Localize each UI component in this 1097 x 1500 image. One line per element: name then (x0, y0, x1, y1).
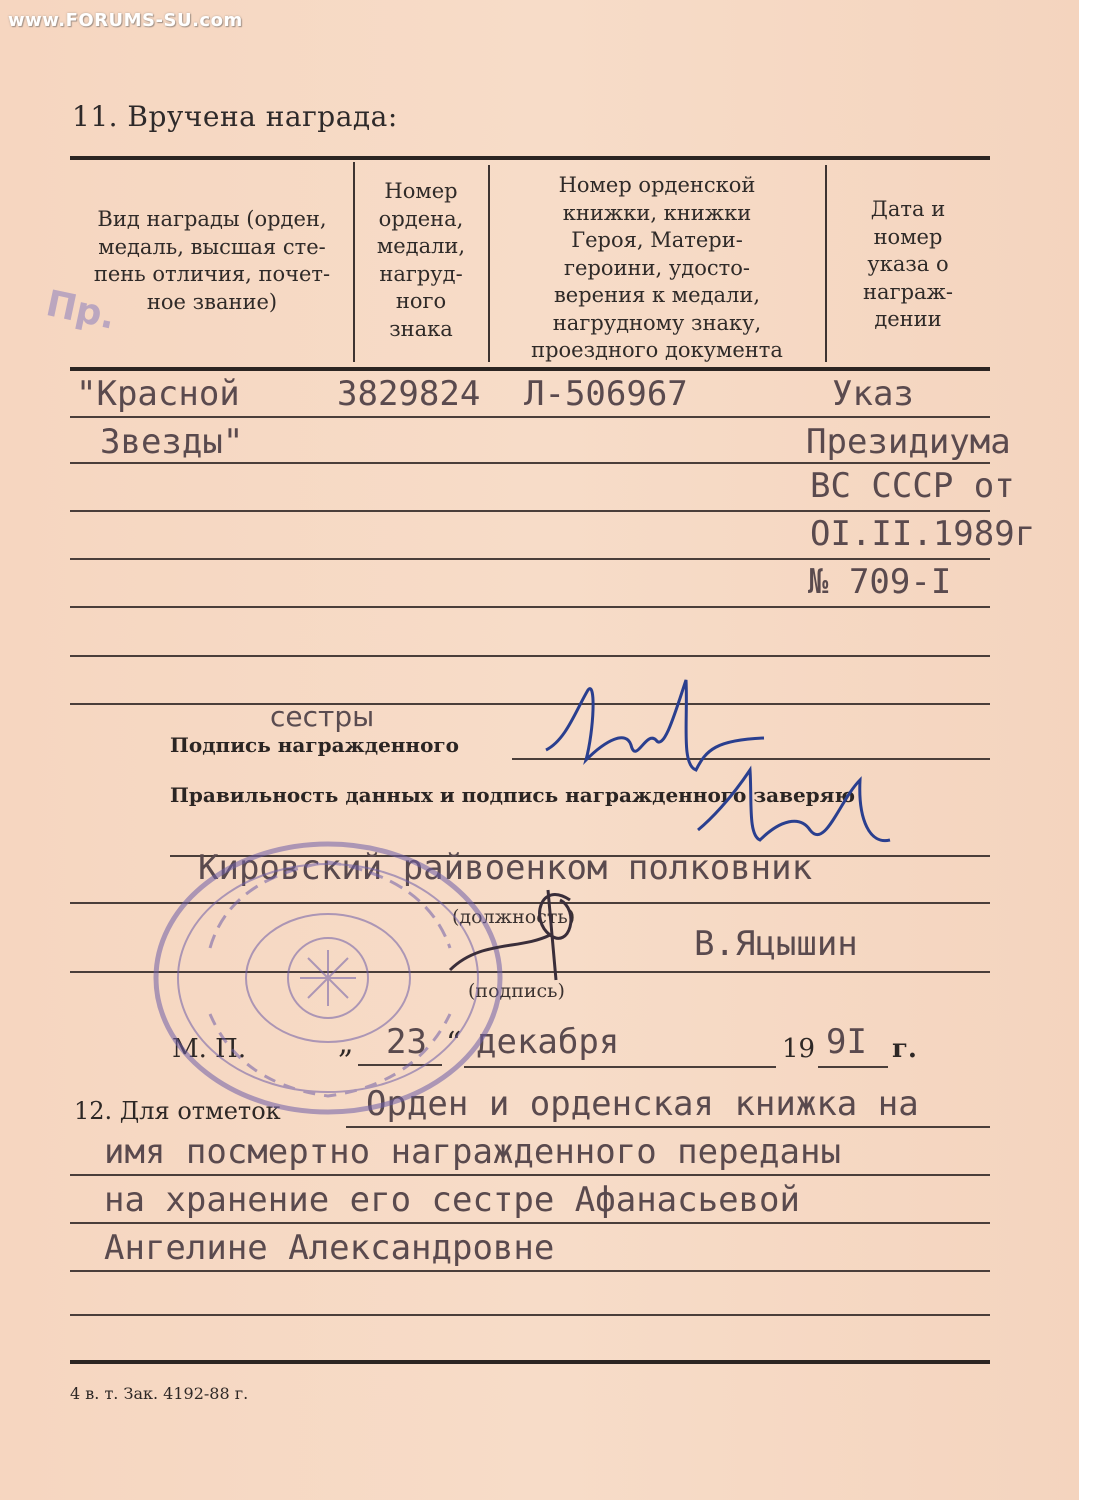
award-book-number: Л-506967 (524, 374, 688, 414)
table-top-rule (70, 156, 990, 160)
certify-text: Правильность данных и подпись награжденного заверяю (170, 783, 855, 807)
header-decree: Дата и номер указа о награж- дении (863, 197, 953, 331)
header-award-number: Номер ордена, медали, нагруд- ного знака (376, 179, 466, 341)
date-close-quote: “ (446, 1026, 462, 1061)
ruled-line (70, 655, 990, 657)
month-underline (464, 1066, 776, 1068)
ruled-line (70, 1270, 990, 1272)
mp-label: М. П. (172, 1034, 247, 1064)
award-order-number: 3829824 (337, 374, 481, 414)
decree-line-1: Указ (832, 374, 914, 414)
ruled-line (70, 703, 990, 705)
certifier-signature-scribble (690, 760, 900, 870)
recipient-signature-label: Подпись награжденного (170, 733, 460, 757)
note-line-2: имя посмертно награжденного переданы (104, 1132, 841, 1172)
ruled-line (70, 558, 990, 560)
award-name-line-2: Звезды" (100, 422, 244, 462)
decree-line-5: № 709-I (808, 562, 952, 602)
section-12-label: 12. Для отметок (74, 1097, 281, 1125)
signer-name: В.Яцышин (694, 924, 858, 964)
ruled-line (70, 510, 990, 512)
note-line-4: Ангелине Александровне (104, 1228, 555, 1268)
ruled-line (70, 606, 990, 608)
date-month: декабря (476, 1022, 620, 1062)
decree-line-3: ВС СССР от (810, 466, 1015, 506)
commissar-signature-scribble (430, 880, 610, 990)
note-line-3: на хранение его сестре Афанасьевой (104, 1180, 800, 1220)
stamp-fragment: Пр. (42, 283, 120, 338)
decree-line-4: OI.II.1989г (810, 514, 1036, 554)
print-order-footer: 4 в. т. Зак. 4192-88 г. (70, 1384, 249, 1403)
year-g: г. (892, 1034, 917, 1064)
header-award-type: Вид награды (орден, медаль, высшая сте- пень отличия, почет- ное звание) (93, 207, 331, 314)
ruled-line (346, 1126, 990, 1128)
year-underline (818, 1066, 888, 1068)
ruled-line (70, 462, 990, 464)
award-name-line-1: "Красной (76, 374, 240, 414)
relation-note: сестры (270, 700, 375, 733)
section-11-title: 11. Вручена награда: (72, 100, 398, 133)
decree-line-2: Президиума (806, 422, 1011, 462)
ruled-line (70, 1222, 990, 1224)
ruled-line (70, 1314, 990, 1316)
page-edge (1079, 0, 1097, 1500)
table-col-divider-3 (825, 165, 827, 362)
year-suffix: 9I (826, 1022, 867, 1062)
watermark: www.FORUMS-SU.com (8, 10, 243, 31)
ruled-line (70, 1174, 990, 1176)
date-day: 23 (386, 1022, 427, 1062)
table-col-divider-1 (353, 162, 355, 362)
position-typed: Кировский райвоенком полковник (198, 848, 813, 888)
table-header-rule (70, 367, 990, 371)
note-line-1: Орден и орденская книжка на (366, 1084, 919, 1124)
date-open-quote: „ (338, 1026, 354, 1061)
year-prefix: 19 (782, 1034, 816, 1064)
position-caption: (должность) (452, 906, 576, 928)
header-book-number: Номер орденской книжки, книжки Героя, Матери- героини, удосто- верения к медали, нагрудному знаку, проездного документа (531, 173, 783, 362)
ruled-line (70, 416, 990, 418)
signature-caption: (подпись) (468, 980, 565, 1002)
bottom-rule (70, 1360, 990, 1364)
